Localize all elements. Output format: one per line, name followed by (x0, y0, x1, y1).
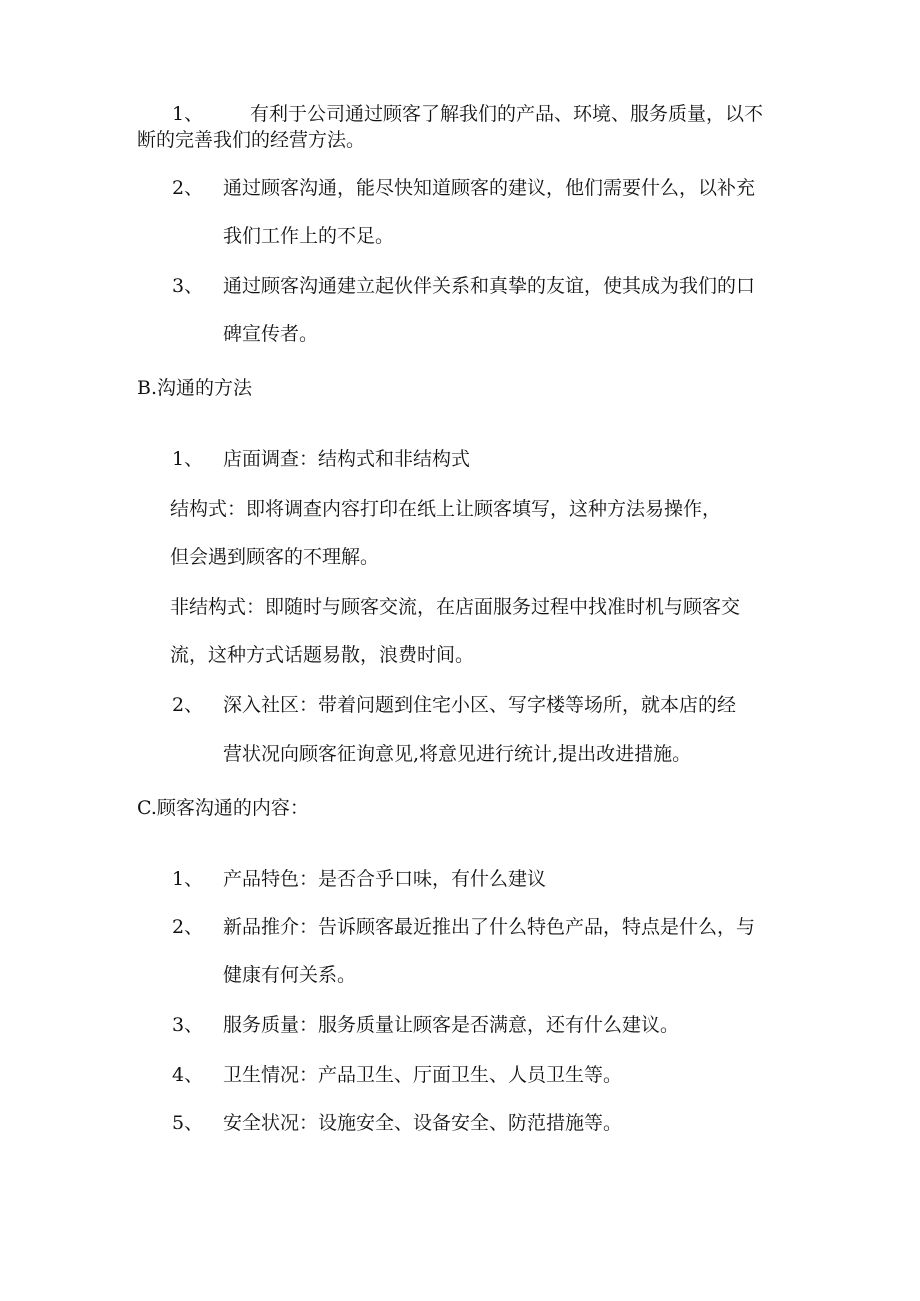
list-number: 4、 (172, 1064, 204, 1086)
unstructured-description-line2: 流，这种方式话题易散，浪费时间。 (170, 644, 475, 666)
structured-description-line2: 但会遇到顾客的不理解。 (170, 546, 380, 568)
list-number: 1、 (172, 868, 204, 890)
list-number: 3、 (172, 1014, 204, 1036)
list-number: 2、 (172, 916, 204, 938)
list-text-line1: 店面调查：结构式和非结构式 (223, 448, 471, 470)
list-text-line1: 卫生情况：产品卫生、厅面卫生、人员卫生等。 (223, 1064, 623, 1086)
list-number: 3、 (172, 275, 204, 297)
list-text-line2: 营状况向顾客征询意见,将意见进行统计,提出改进措施。 (223, 743, 692, 765)
list-text-line1: 有利于公司通过顾客了解我们的产品、环境、服务质量，以不 (250, 103, 764, 125)
list-number: 1、 (172, 448, 204, 470)
list-text-line1: 产品特色：是否合乎口味，有什么建议 (223, 868, 547, 890)
structured-description-line1: 结构式：即将调查内容打印在纸上让顾客填写，这种方法易操作， (170, 498, 722, 520)
list-number: 5、 (172, 1112, 204, 1134)
list-text-line2: 碑宣传者。 (223, 323, 319, 345)
list-number: 1、 (172, 103, 204, 125)
list-text-line1: 服务质量：服务质量让顾客是否满意，还有什么建议。 (223, 1014, 680, 1036)
list-text-line2: 健康有何关系。 (223, 964, 357, 986)
list-text-line2: 我们工作上的不足。 (223, 225, 395, 247)
unstructured-description-line1: 非结构式：即随时与顾客交流，在店面服务过程中找准时机与顾客交 (170, 596, 741, 618)
list-text-line1: 通过顾客沟通，能尽快知道顾客的建议，他们需要什么，以补充 (223, 177, 756, 199)
list-number: 2、 (172, 177, 204, 199)
section-c-heading: C.顾客沟通的内容： (137, 797, 309, 819)
list-text-line1: 深入社区：带着问题到住宅小区、写字楼等场所，就本店的经 (223, 694, 737, 716)
list-text-line2: 断的完善我们的经营方法。 (137, 129, 366, 151)
list-text-line1: 通过顾客沟通建立起伙伴关系和真挚的友谊，使其成为我们的口 (223, 275, 756, 297)
list-text-line1: 安全状况：设施安全、设备安全、防范措施等。 (223, 1112, 623, 1134)
list-number: 2、 (172, 694, 204, 716)
section-b-heading: B.沟通的方法 (137, 377, 253, 399)
list-text-line1: 新品推介：告诉顾客最近推出了什么特色产品，特点是什么，与 (223, 916, 756, 938)
